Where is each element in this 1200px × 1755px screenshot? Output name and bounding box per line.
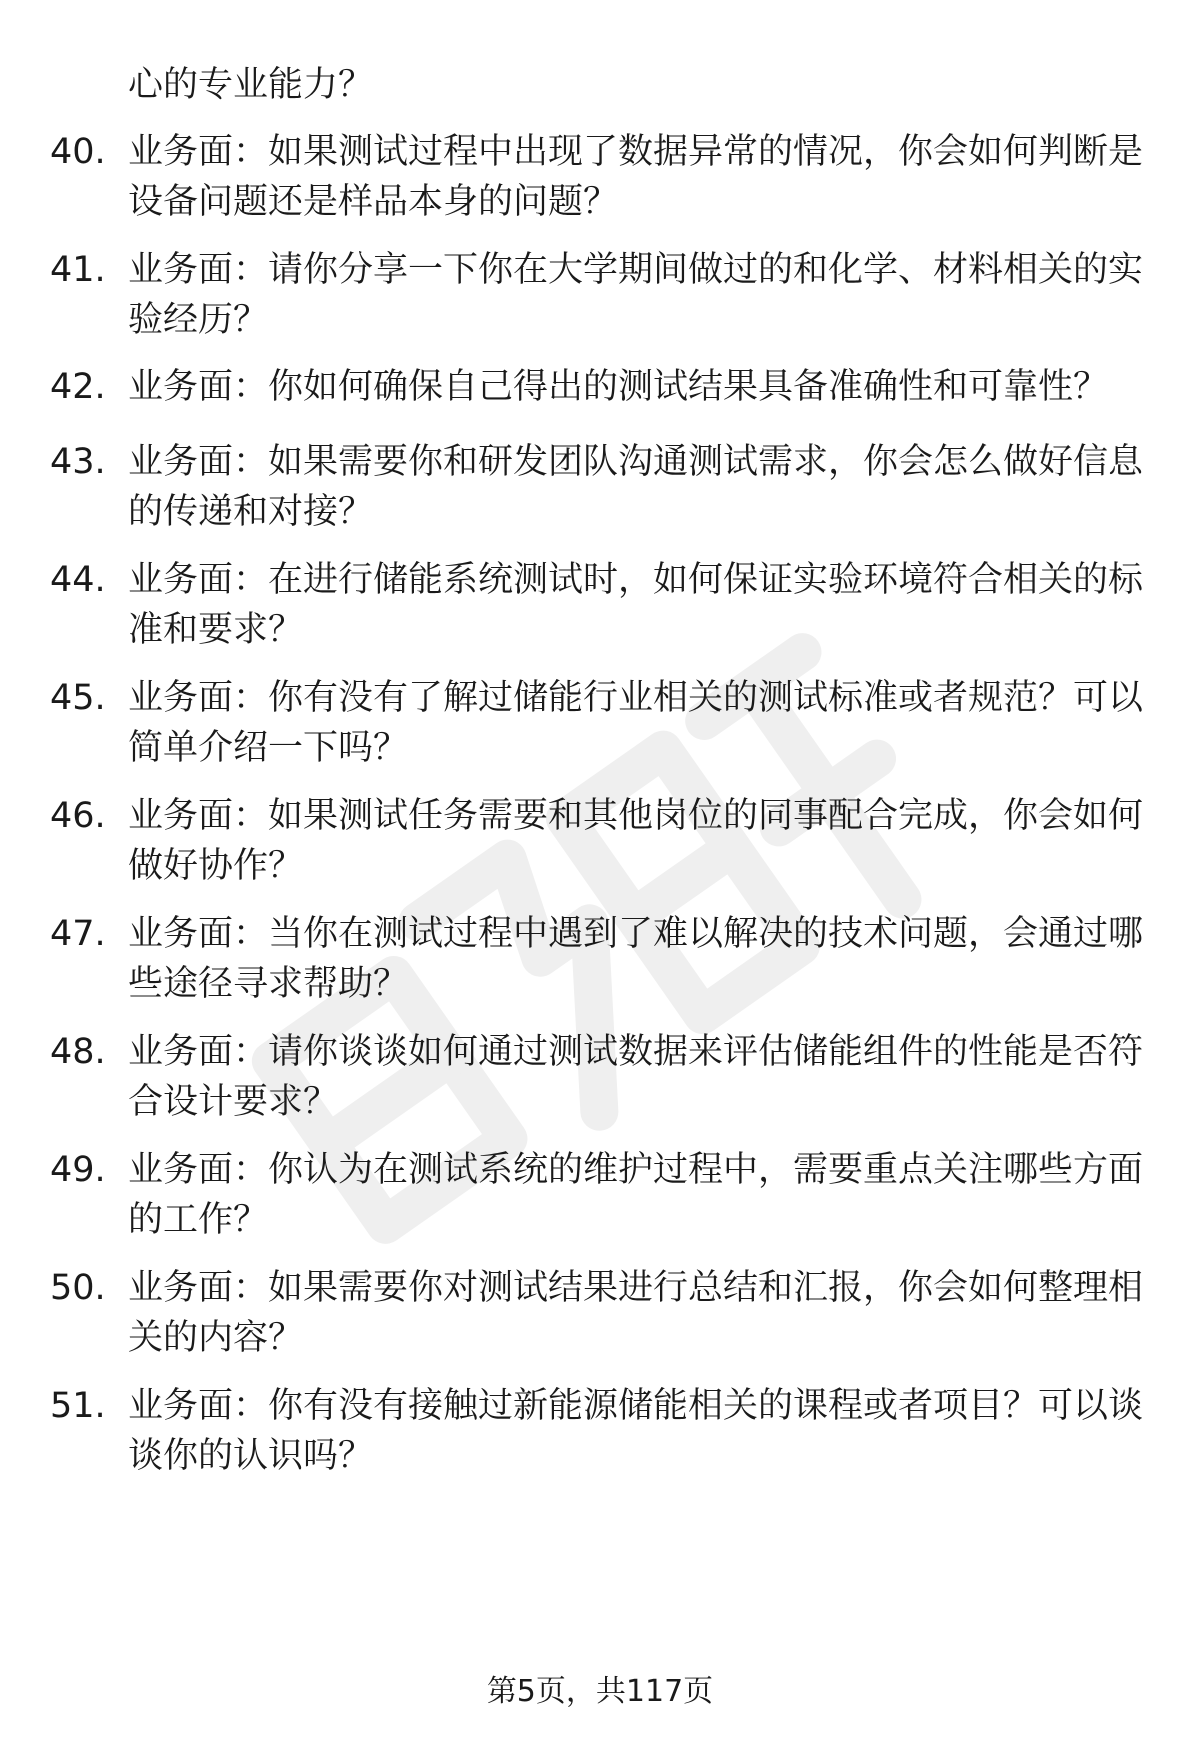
question-item <box>50 673 1160 773</box>
question-text: 业务面：你如何确保自己得出的测试结果具备准确性和可靠性？ <box>128 367 1109 407</box>
continuation-line: 心的专业能力？ <box>128 65 374 105</box>
question-text: 业务面：你认为在测试系统的维护过程中，需要重点关注哪些方面的工作？ <box>128 1150 1144 1240</box>
question-number: 46. <box>50 796 106 836</box>
question-text: 业务面：在进行储能系统测试时，如何保证实验环境符合相关的标准和要求？ <box>128 560 1144 650</box>
question-item <box>50 127 1160 227</box>
question-number: 43. <box>50 442 106 482</box>
question-number: 42. <box>50 367 106 407</box>
question-item <box>50 245 1160 345</box>
question-number: 45. <box>50 678 106 718</box>
question-item <box>50 909 1160 1009</box>
question-number: 50. <box>50 1268 106 1308</box>
question-item <box>50 1027 1160 1127</box>
question-number: 40. <box>50 132 106 172</box>
question-text: 业务面：请你分享一下你在大学期间做过的和化学、材料相关的实验经历？ <box>128 250 1144 340</box>
question-text: 业务面：你有没有了解过储能行业相关的测试标准或者规范？可以简单介绍一下吗？ <box>128 678 1144 768</box>
question-item <box>50 437 1160 537</box>
question-text: 业务面：请你谈谈如何通过测试数据来评估储能组件的性能是否符合设计要求？ <box>128 1032 1144 1122</box>
question-text: 业务面：你有没有接触过新能源储能相关的课程或者项目？可以谈谈你的认识吗？ <box>128 1386 1144 1476</box>
question-text: 业务面：如果需要你对测试结果进行总结和汇报，你会如何整理相关的内容？ <box>128 1268 1144 1358</box>
question-text: 业务面：如果测试任务需要和其他岗位的同事配合完成，你会如何做好协作？ <box>128 796 1144 886</box>
question-number: 48. <box>50 1032 106 1072</box>
page-footer: 第5页，共117页 <box>486 1674 714 1709</box>
question-number: 49. <box>50 1150 106 1190</box>
question-item <box>50 555 1160 655</box>
question-number: 41. <box>50 250 106 290</box>
question-number: 51. <box>50 1386 106 1426</box>
question-text: 业务面：当你在测试过程中遇到了难以解决的技术问题，会通过哪些途径寻求帮助？ <box>128 914 1144 1004</box>
question-item <box>50 1381 1160 1481</box>
question-item <box>50 362 1160 412</box>
question-item <box>50 791 1160 891</box>
question-item <box>50 1263 1160 1363</box>
question-number: 47. <box>50 914 106 954</box>
question-number: 44. <box>50 560 106 600</box>
question-text: 业务面：如果需要你和研发团队沟通测试需求，你会怎么做好信息的传递和对接？ <box>128 442 1144 532</box>
question-item <box>50 1145 1160 1245</box>
question-text: 业务面：如果测试过程中出现了数据异常的情况，你会如何判断是设备问题还是样品本身的问题？ <box>128 132 1144 222</box>
